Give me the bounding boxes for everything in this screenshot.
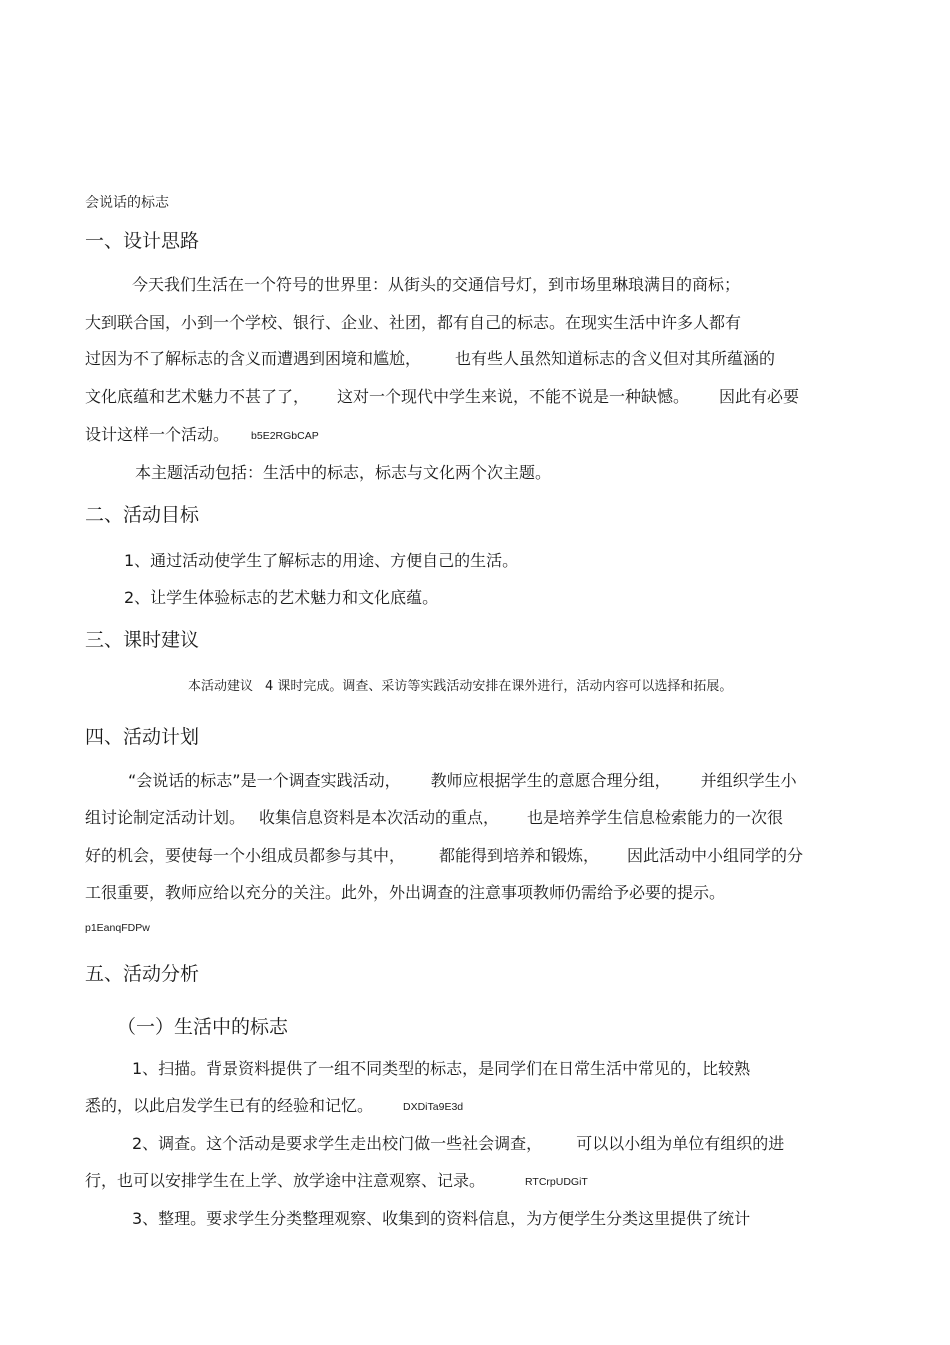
goal-item: 2、让学生体验标志的艺术魅力和文化底蕴。 bbox=[124, 588, 439, 607]
paragraph-line bbox=[85, 1098, 463, 1114]
text-segment: 可以以小组为单位有组织的进 bbox=[576, 1134, 785, 1153]
text-segment: 收集信息资料是本次活动的重点， bbox=[259, 808, 500, 827]
paragraph-line bbox=[85, 389, 799, 405]
heading-activity-plan: 四、活动计划 bbox=[85, 726, 200, 748]
paragraph-line bbox=[85, 1173, 588, 1189]
text-segment: 设计这样一个活动。 bbox=[85, 425, 230, 444]
heading-activity-goals: 二、活动目标 bbox=[85, 504, 200, 526]
text-segment: “会说话的标志”是一个调查实践活动， bbox=[128, 771, 401, 790]
paragraph-line bbox=[85, 351, 775, 367]
paragraph-line: 今天我们生活在一个符号的世界里：从街头的交通信号灯，到市场里琳琅满目的商标； bbox=[132, 275, 741, 294]
analysis-item: 3、整理。要求学生分类整理观察、收集到的资料信息，为方便学生分类这里提供了统计 bbox=[132, 1209, 751, 1228]
paragraph-line bbox=[85, 427, 319, 443]
text-segment: 文化底蕴和艺术魅力不甚了了， bbox=[85, 387, 310, 406]
doc-title: 会说话的标志 bbox=[85, 195, 169, 211]
doc-code: DXDiTa9E3d bbox=[403, 1101, 464, 1113]
text-segment: 也有些人虽然知道标志的含义但对其所蕴涵的 bbox=[455, 349, 776, 368]
doc-code: b5E2RGbCAP bbox=[251, 430, 319, 442]
heading-design-idea: 一、设计思路 bbox=[85, 230, 200, 252]
analysis-item: 1、扫描。背景资料提供了一组不同类型的标志，是同学们在日常生活中常见的，比较熟 bbox=[132, 1059, 751, 1078]
text-segment: 因此有必要 bbox=[719, 387, 800, 406]
subheading-signs-in-life: （一）生活中的标志 bbox=[117, 1016, 289, 1038]
paragraph-line: 大到联合国，小到一个学校、银行、企业、社团，都有自己的标志。在现实生活中许多人都有 bbox=[85, 313, 742, 332]
heading-class-hours: 三、课时建议 bbox=[85, 629, 200, 651]
doc-code: p1EanqFDPw bbox=[85, 922, 150, 934]
text-segment: 2、调查。这个活动是要求学生走出校门做一些社会调查， bbox=[132, 1134, 543, 1153]
analysis-item bbox=[132, 1136, 784, 1152]
paragraph-line: 本主题活动包括：生活中的标志，标志与文化两个次主题。 bbox=[135, 463, 552, 482]
text-segment: 也是培养学生信息检索能力的一次很 bbox=[527, 808, 784, 827]
heading-activity-analysis: 五、活动分析 bbox=[85, 963, 200, 985]
goal-item: 1、通过活动使学生了解标志的用途、方便自己的生活。 bbox=[124, 551, 519, 570]
text-segment: 悉的，以此启发学生已有的经验和记忆。 bbox=[85, 1096, 374, 1115]
text-segment: 都能得到培养和锻炼， bbox=[439, 846, 600, 865]
text-segment: 因此活动中小组同学的分 bbox=[627, 846, 804, 865]
text-segment: 4 课时完成。调查、采访等实践活动安排在课外进行，活动内容可以选择和拓展。 bbox=[265, 679, 733, 694]
paragraph-line bbox=[85, 810, 783, 826]
text-segment: 本活动建议 bbox=[188, 679, 254, 694]
text-segment: 并组织学生小 bbox=[700, 771, 797, 790]
text-segment: 这对一个现代中学生来说，不能不说是一种缺憾。 bbox=[337, 387, 690, 406]
paragraph-line: 工很重要，教师应给以充分的关注。此外，外出调查的注意事项教师仍需给予必要的提示。 bbox=[85, 883, 726, 902]
paragraph-line bbox=[188, 680, 732, 693]
doc-code: RTCrpUDGiT bbox=[525, 1176, 588, 1188]
text-segment: 组讨论制定活动计划。 bbox=[85, 808, 246, 827]
text-segment: 好的机会，要使每一个小组成员都参与其中， bbox=[85, 846, 406, 865]
paragraph-line bbox=[128, 773, 797, 789]
text-segment: 行，也可以安排学生在上学、放学途中注意观察、记录。 bbox=[85, 1171, 486, 1190]
paragraph-line bbox=[85, 848, 803, 864]
text-segment: 过因为不了解标志的含义而遭遇到困境和尴尬， bbox=[85, 349, 422, 368]
text-segment: 教师应根据学生的意愿合理分组， bbox=[430, 771, 671, 790]
